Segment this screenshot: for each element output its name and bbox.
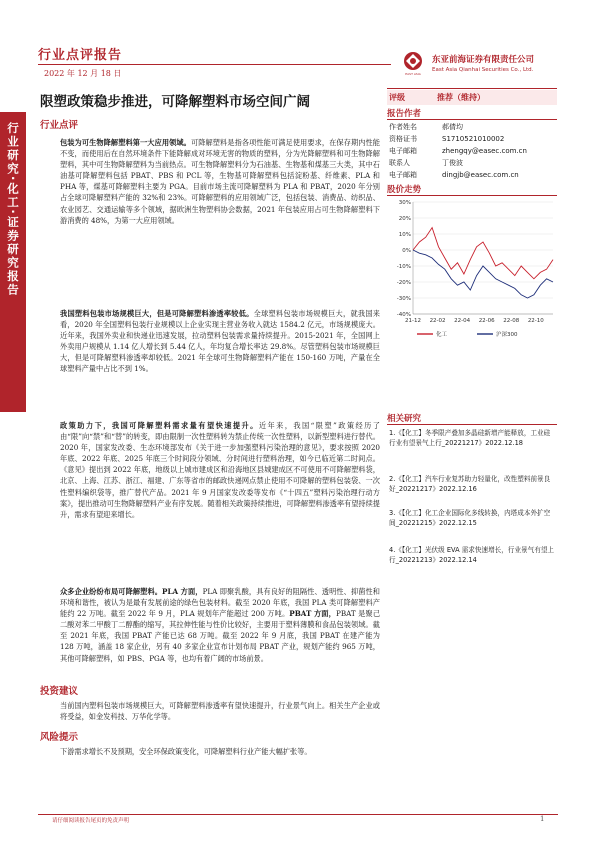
x-tick-label: 22-06: [478, 318, 495, 324]
analyst-table: [389, 121, 527, 181]
related-link[interactable]: 1.《【化工】冬季限产叠加多晶硅新增产能释放，工业硅行业有望景气上行_20221217》2022.12.18: [389, 429, 551, 448]
y-tick-label: 0%: [402, 248, 411, 254]
paragraph-body: PLA 即聚乳酸，具有良好的阻隔性、透明性、抑菌性和环境和谐性，被认为是最有发展前途的绿色包装材料。截至 2020 年底，我国 PLA 类可降解塑料产能约 22 万吨。截至 2022 年 9 月，PLA 规划年产能超过 200 万吨。: [60, 587, 381, 619]
y-tick-label: 20%: [398, 216, 411, 222]
paragraph-body: 可降解塑料是指各项性能可满足使用要求，在保存期内性能不变，而使用后在自然环境条件下能降解成对环境无害的物质的塑料，分为光降解塑料和可生物降解塑料，其中可生物降解塑料为当前热点。可生物降解塑料分为石油基、生物基和煤基三大类，其中石油基可降解塑料包括 PBAT、PBS 和 PCL 等，生物基可降解塑料包括淀粉基、纤维素、PLA 和 PHA 等，煤基可降解塑料主要为 PGA。目前市场主流可降解塑料为 PLA 和 PBAT，2020 年分别占全球可降解塑料产能的 32%和 23%。可降解塑料的应用领域广泛，包括包装、消费品、纺织品、农业园艺、交通运输等多个领域，据欧洲生物塑料协会数据，2021 年包装应用占可生物降解塑料下游消费的 48%，为第一大应用领域。: [60, 138, 380, 225]
paragraph-lead: 众多企业纷纷布局可降解塑料。PLA 方面，: [60, 587, 203, 596]
analyst-value: 郝倩均: [442, 123, 463, 131]
section-heading-invest: 投资建议: [40, 686, 79, 697]
x-tick-label: 22-08: [503, 318, 520, 324]
report-type: 行业点评报告: [38, 48, 123, 63]
paragraph: [60, 308, 380, 375]
y-tick-label: -40%: [396, 312, 411, 318]
paragraph: [60, 137, 380, 226]
rating-label: 评级: [389, 93, 405, 102]
rating-value: 推荐（维持）: [437, 93, 485, 102]
rating-divider: [387, 88, 557, 89]
paragraph: 下游需求增长不及预期，安全环保政策变化，可降解塑料行业产能大幅扩张等。: [60, 747, 312, 756]
analyst-row: [389, 169, 527, 181]
page-title: 限塑政策稳步推进，可降解塑料市场空间广阔: [40, 94, 310, 110]
y-tick-label: -20%: [396, 280, 411, 286]
analyst-key: 电子邮箱: [389, 171, 417, 179]
paragraph-lead: 包装为可生物降解塑料第一大应用领域。: [60, 138, 191, 147]
analyst-email-link[interactable]: dingjb@easec.com.cn: [442, 171, 519, 179]
paragraph-lead: 我国塑料包装市场规模巨大，但是可降解塑料渗透率较低。: [60, 309, 254, 318]
section-heading-risk: 风险提示: [40, 732, 79, 743]
y-tick-label: 10%: [398, 232, 411, 238]
related-link[interactable]: 3.《【化工】化工企业国际化多线转换，内塔成本外扩空间_20221215》2022.12.15: [389, 509, 551, 528]
related-heading: 相关研究: [387, 414, 422, 424]
x-tick-label: 22-10: [527, 318, 544, 324]
analyst-divider: [387, 119, 557, 120]
y-tick-label: -30%: [396, 296, 411, 302]
logo-cn-text: 东亚前海证券有限责任公司: [432, 55, 535, 65]
analyst-row: [389, 157, 527, 169]
series-line-1: [413, 250, 553, 298]
related-divider: [387, 424, 557, 425]
logo-en-text: East Asia Qianhai Securities Co., Ltd.: [432, 67, 534, 73]
related-link[interactable]: 4.《【化工】光伏级 EVA 需求快速增长，行业景气有望上行_20221213》2022.12.14: [389, 546, 555, 565]
legend-label: 化工: [436, 332, 448, 338]
analyst-value: 丁俊波: [442, 159, 463, 167]
analyst-key: 资格证书: [389, 135, 417, 143]
analyst-row: [389, 133, 527, 145]
x-tick-label: 21-12: [405, 318, 421, 324]
related-link[interactable]: 2.《【化工】汽车行业复苏助力轻量化，改性塑料前景良好_20221217》2022.12.16: [389, 475, 551, 494]
company-logo: [400, 50, 534, 76]
series-line-0: [413, 228, 553, 279]
footer-divider: [38, 814, 558, 815]
analyst-row: [389, 121, 527, 133]
footer-disclaimer: 请仔细阅读报告尾页的免责声明: [52, 818, 130, 824]
stock-trend-chart: [387, 196, 557, 344]
analyst-value: S1710521010002: [442, 135, 505, 143]
legend-label: 沪深300: [496, 332, 518, 338]
header-divider: [38, 64, 391, 65]
logo-mark-icon: [400, 50, 426, 76]
analyst-key: 作者姓名: [389, 123, 417, 131]
paragraph-lead: PBAT 方面，: [289, 609, 336, 619]
paragraph: 当前国内塑料包装市场规模巨大，可降解塑料渗透率有望快速提升，行业景气向上。相关生产企业或将受益，如金发科技、万华化学等。: [60, 701, 380, 722]
rating-box: [387, 90, 557, 105]
y-tick-label: -10%: [396, 264, 411, 270]
analyst-heading: 报告作者: [387, 109, 422, 119]
paragraph: [60, 586, 380, 664]
analyst-email-link[interactable]: zhengqy@easec.com.cn: [442, 147, 527, 155]
paragraph-body: 近年来，我国“限塑”政策经历了由“限”向“禁”和“替”的转变，即由限制一次性塑料转为禁止传统一次性塑料，以新型塑料进行替代。2020 年，国家发改委、生态环境部发布《关于进一步加强塑料污染治理的意见》，要求按照 2020 年底、2022 年底、2025 年底三个时间段分领域、分时间进行塑料治理，如今已临近第二时间点。《意见》提出到 2022 年底，地级以上城市建成区和沿海地区县城建成区不可使用不可降解塑料袋，北京、上海、江苏、浙江、福建、广东等省市的邮政快递网点禁止使用不可降解的塑料包装袋、一次性塑料编织袋等，推广替代产品。2021 年 9 月国家发改委等发布《“十四五”塑料污染治理行动方案》，提出推动可生物降解塑料产业有序发展。随着相关政策持续推进，可降解塑料渗透率有望持续提升，需求有望迎来增长。: [60, 421, 380, 519]
svg-text:EAST ASIA: EAST ASIA: [405, 72, 421, 76]
section-heading-review: 行业点评: [40, 120, 79, 131]
paragraph-lead: 政策助力下，我国可降解塑料需求量有望快速提升。: [60, 421, 259, 430]
paragraph-body: 全球塑料包装市场规模巨大，就我国来看，2020 年全国塑料包装行业规模以上企业实现主营业务收入就达 1584.2 亿元，市场规模庞大。近年来，我国外卖业和快递业迅速发展，拉动塑料包装需求量持续提升。2015-2021 年，全国网上外卖用户规模从 1.14 亿人增长到 5.44 亿人，年均复合增长率达 29.8%。尽管塑料包装市场规模巨大，但是可降解塑料渗透率却较低。2021 年全球可生物降解塑料产能在 150-160 万吨，产量在全球塑料产量中占比不到 1%。: [60, 309, 380, 374]
y-tick-label: 30%: [398, 200, 411, 206]
analyst-key: 联系人: [389, 159, 410, 167]
sidebar-banner: [0, 112, 26, 412]
paragraph: [60, 420, 380, 520]
x-tick-label: 22-02: [429, 318, 446, 324]
x-tick-label: 22-04: [454, 318, 471, 324]
page-number: 1: [540, 815, 545, 823]
paragraph-body: PBAT 是聚己二酸对苯二甲酸丁二醇酯的缩写，其拉伸性能与性价比较好，主要用于塑料薄膜和食品包装领域。截至 2021 年底，我国 PBAT 产能已达 68 万吨。截至 2022 年 9 月底，我国 PBAT 在建产能为 128 万吨，涵盖 18 家企业，另有 40 多家企业宣布计划布局 PBAT 产业，规划产能约 965 万吨，其他可降解塑料，如 PBS、PGA 等，也均有着广阔的市场前景。: [60, 609, 381, 663]
analyst-key: 电子邮箱: [389, 147, 417, 155]
trend-heading: 股价走势: [387, 185, 422, 195]
analyst-row: [389, 145, 527, 157]
sidebar-text: 行业研究·化工·证券研究报告: [6, 122, 20, 297]
report-date: 2022 年 12 月 18 日: [44, 69, 122, 78]
